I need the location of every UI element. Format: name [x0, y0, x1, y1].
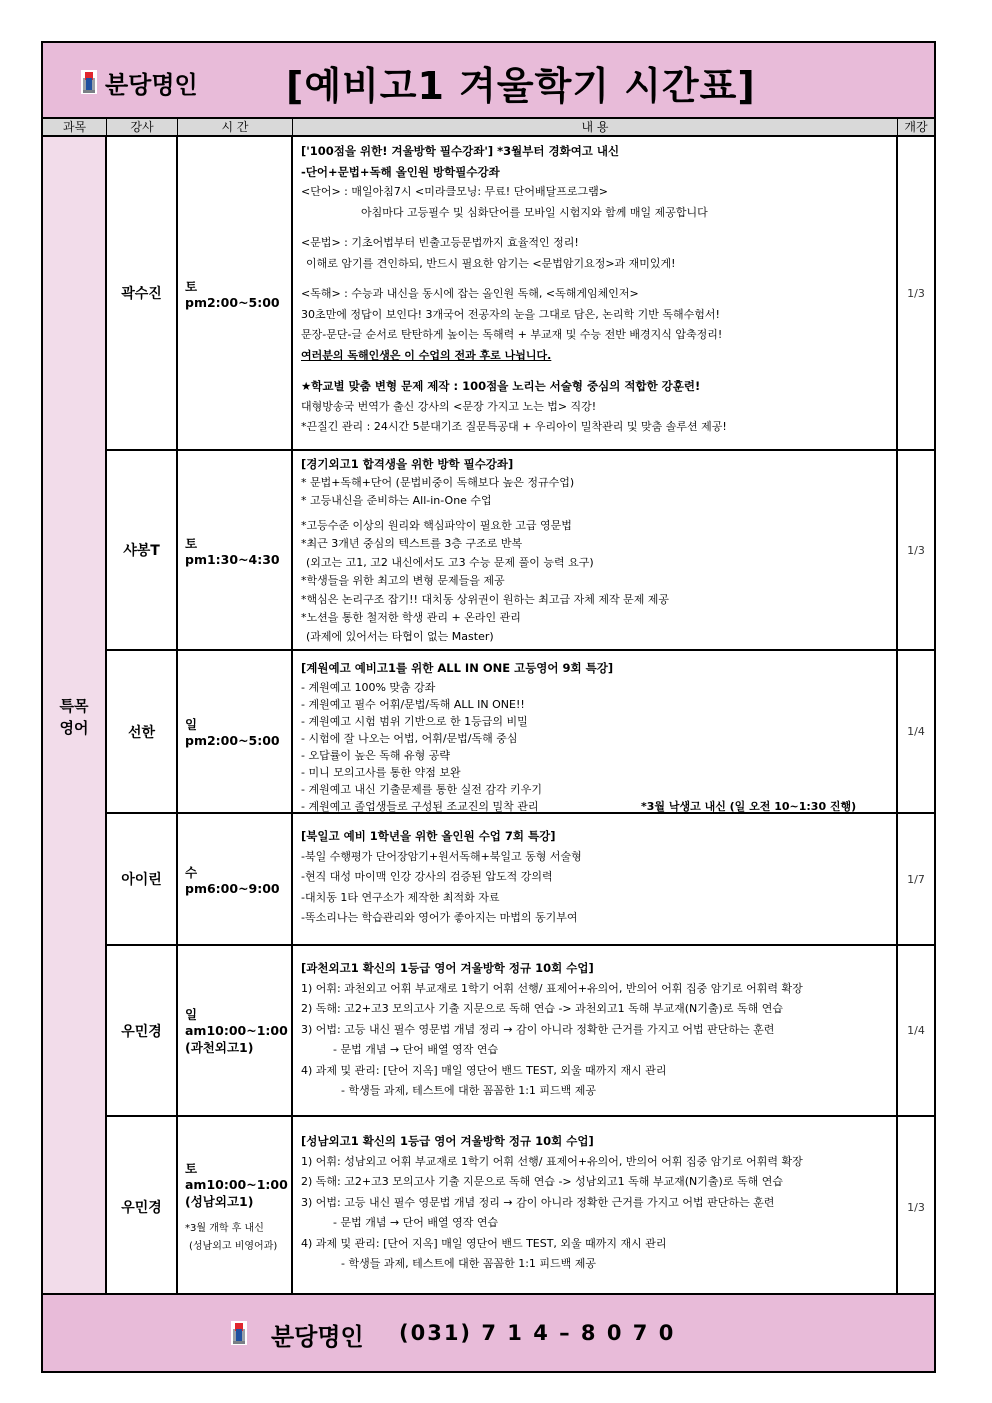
column-header-subject: 과목: [43, 119, 107, 135]
column-header-start: 개강: [904, 120, 928, 134]
start-date-cell: 1/3: [907, 543, 925, 557]
course-heading: ['100점을 위한! 겨울방학 필수강좌'] *3월부터 경화여고 내신: [301, 144, 620, 158]
content-line: - 오답률이 높은 독해 유형 공략: [301, 749, 450, 762]
content-line: <단어> : 매일아침7시 <미라클모닝: 무료! 단어배달프로그램>: [301, 185, 608, 198]
content-line: - 계원예고 내신 기출문제를 통한 실전 감각 키우기: [301, 783, 542, 796]
content-line: (외고는 고1, 고2 내신에서도 고3 수능 문제 풀이 능력 요구): [306, 555, 594, 569]
time-text: 토 pm1:30~4:30: [185, 535, 280, 567]
content-cell: [293, 651, 898, 812]
content-line: 이해로 암기를 견인하되, 반드시 필요한 암기는 <문법암기요정>과 재미있게!: [306, 256, 676, 270]
content-line: - 미니 모의고사를 통한 약점 보완: [301, 766, 461, 779]
table-row: [107, 651, 934, 814]
course-heading: [과천외고1 확신의 1등급 영어 겨울방학 정규 10회 수업]: [301, 961, 594, 975]
column-header-row: [43, 119, 934, 137]
subject-line-1: 특목: [59, 697, 89, 715]
academy-logo-icon: [231, 1321, 247, 1345]
time-cell: [178, 814, 293, 944]
content-line: *학생들을 위한 최고의 변형 문제들을 제공: [301, 574, 505, 587]
course-heading: [계원예고 예비고1를 위한 ALL IN ONE 고등영어 9회 특강]: [301, 661, 614, 675]
time-cell: [178, 946, 293, 1115]
table-row: [107, 946, 934, 1117]
time-cell: [178, 451, 293, 649]
time-note-line-1: *3월 개학 후 내신: [185, 1222, 264, 1234]
start-date-cell: 1/4: [907, 1024, 925, 1037]
content-line: - 계원예고 100% 맞춤 강좌: [301, 681, 436, 694]
content-line-highlight: ★학교별 맞춤 변형 문제 제작 : 100점을 노리는 서술형 중심의 적합한 강훈련!: [301, 379, 701, 393]
time-note: [185, 1220, 291, 1256]
time-school: (과천외고1): [185, 1040, 254, 1055]
course-heading: [성남외고1 확신의 1등급 영어 겨울방학 정규 10회 수업]: [301, 1134, 594, 1148]
content-line: * 고등내신을 준비하는 All-in-One 수업: [301, 494, 492, 507]
content-line: - 시험에 잘 나오는 어법, 어휘/문법/독해 중심: [301, 732, 518, 745]
content-line: -대치동 1타 연구소가 제작한 최적화 자료: [301, 890, 500, 904]
time-cell: [178, 137, 293, 449]
time-text: 토 am10:00~1:00: [185, 1160, 288, 1192]
content-line: 1) 어휘: 과천외고 어휘 부교재로 1학기 어휘 선행/ 표제어+유의어, 반의어 어휘 집중 암기로 어휘력 확장: [301, 981, 803, 995]
column-header-time: 시 간: [178, 119, 293, 135]
content-cell: [293, 451, 898, 649]
content-line: *최근 3개년 중심의 텍스트를 3층 구조로 반복: [301, 537, 523, 550]
content-line: 4) 과제 및 관리: [단어 지옥] 매일 영단어 밴드 TEST, 외울 때까지 재시 관리: [301, 1236, 667, 1250]
content-line: *끈질긴 관리 : 24시간 5분대기조 질문특공대 + 우리아이 밀착관리 및 맞춤 솔루션 제공!: [301, 420, 727, 433]
content-cell: [293, 946, 898, 1115]
table-row: [107, 137, 934, 451]
time-text: 일 pm2:00~5:00: [185, 717, 280, 748]
content-line: (과제에 있어서는 타협이 없는 Master): [306, 629, 494, 643]
content-line: - 문법 개념 → 단어 배열 영작 연습: [333, 1216, 499, 1229]
time-cell: [178, 1117, 293, 1297]
content-line: 대형방송국 번역가 출신 강사의 <문장 가지고 노는 법> 직강!: [301, 399, 597, 413]
course-heading: [경기외고1 합격생을 위한 방학 필수강좌]: [301, 457, 514, 471]
content-line: 아침마다 고등필수 및 심화단어를 모바일 시험지와 함께 매일 제공합니다: [361, 205, 708, 219]
footer-band: [43, 1293, 934, 1371]
teacher-cell: 샤봉T: [107, 451, 178, 649]
start-date-cell: 1/3: [907, 286, 925, 300]
content-line: - 계원예고 시험 범위 기반으로 한 1등급의 비밀: [301, 715, 528, 728]
content-line: -현직 대성 마이맥 인강 강사의 검증된 압도적 강의력: [301, 870, 553, 883]
content-line: -북일 수행평가 단어장암기+원서독해+북일고 동형 서술형: [301, 849, 582, 863]
page-title: [예비고1 겨울학기 시간표]: [286, 64, 756, 108]
content-line: 3) 어법: 고등 내신 필수 영문법 개념 정리 → 감이 아니라 정확한 근거를 가지고 어법 판단하는 훈련: [301, 1022, 775, 1036]
content-cell: [293, 814, 898, 944]
teacher-cell: 아이린: [107, 814, 178, 944]
schedule-note: *3월 낙생고 내신 (일 오전 10~1:30 진행): [641, 800, 857, 813]
content-line: [301, 798, 896, 815]
teacher-cell: 우민경: [107, 1117, 178, 1297]
content-line: - 문법 개념 → 단어 배열 영작 연습: [333, 1043, 499, 1056]
teacher-cell: 곽수진: [107, 137, 178, 449]
content-line: 2) 독해: 고2+고3 모의고사 기출 지문으로 독해 연습 -> 성남외고1 독해 부교재(N기출)로 독해 연습: [301, 1175, 783, 1188]
content-cell: [293, 137, 898, 449]
content-line: *고등수준 이상의 원리와 핵심파악이 필요한 고급 영문법: [301, 518, 572, 532]
brand-name: 분당명인: [105, 71, 198, 99]
title-band: [43, 43, 934, 119]
table-row: [107, 1117, 934, 1297]
content-line: <독해> : 수능과 내신을 동시에 잡는 올인원 독해, <독해게임체인저>: [301, 287, 639, 300]
start-date-cell: 1/7: [907, 872, 925, 886]
content-line-emphasis: 여러분의 독해인생은 이 수업의 전과 후로 나뉩니다.: [301, 348, 552, 362]
academy-logo-icon: [81, 70, 97, 94]
content-line: 3) 어법: 고등 내신 필수 영문법 개념 정리 → 감이 아니라 정확한 근거를 가지고 어법 판단하는 훈련: [301, 1195, 775, 1209]
content-line-text: - 계원예고 졸업생들로 구성된 조교진의 밀착 관리: [301, 800, 539, 813]
content-line: - 학생들 과제, 테스트에 대한 꼼꼼한 1:1 피드백 제공: [341, 1257, 597, 1270]
content-line: 1) 어휘: 성남외고 어휘 부교재로 1학기 어휘 선행/ 표제어+유의어, 반의어 어휘 집중 암기로 어휘력 확장: [301, 1154, 803, 1168]
column-header-content: 내 용: [293, 119, 898, 135]
column-header-teacher: 강사: [107, 119, 178, 135]
subject-cell: [43, 137, 107, 1297]
footer-brand-name: 분당명인: [271, 1323, 364, 1351]
content-cell: [293, 1117, 898, 1297]
content-line: 30초만에 정답이 보인다! 3개국어 전공자의 눈을 그대로 담은, 논리학 기반 독해수험서!: [301, 307, 720, 321]
content-line: -단어+문법+독해 올인원 방학필수강좌: [301, 164, 500, 179]
time-cell: [178, 651, 293, 812]
course-heading: [북일고 예비 1학년을 위한 올인원 수업 7회 특강]: [301, 829, 556, 843]
time-text: 토 pm2:00~5:00: [185, 278, 280, 310]
subject-line-2: 영어: [59, 719, 89, 737]
time-school: (성남외고1): [185, 1193, 254, 1209]
content-line: *노션을 통한 철저한 학생 관리 + 온라인 관리: [301, 611, 521, 624]
time-text: 수 pm6:00~9:00: [185, 864, 280, 896]
content-line: - 학생들 과제, 테스트에 대한 꼼꼼한 1:1 피드백 제공: [341, 1084, 597, 1097]
content-line: 4) 과제 및 관리: [단어 지옥] 매일 영단어 밴드 TEST, 외울 때까지 재시 관리: [301, 1063, 667, 1077]
content-line: -똑소리나는 학습관리와 영어가 좋아지는 마법의 동기부여: [301, 911, 578, 924]
time-note-line-2: (성남외고 비영어과): [189, 1240, 278, 1252]
teacher-cell: 우민경: [107, 946, 178, 1115]
content-line: - 계원예고 필수 어휘/문법/독해 ALL IN ONE!!: [301, 698, 525, 711]
table-row: [107, 451, 934, 651]
content-line: *핵심은 논리구조 잡기!! 대치동 상위권이 원하는 최고급 자체 제작 문제 제공: [301, 592, 670, 606]
phone-number: (031) 7 1 4 – 8 0 7 0: [399, 1321, 676, 1345]
table-row: [107, 814, 934, 946]
content-line: 2) 독해: 고2+고3 모의고사 기출 지문으로 독해 연습 -> 과천외고1 독해 부교재(N기출)로 독해 연습: [301, 1002, 783, 1015]
timetable-sheet: [41, 41, 936, 1373]
content-line: * 문법+독해+단어 (문법비중이 독해보다 높은 정규수업): [301, 475, 575, 489]
teacher-cell: 선한: [107, 651, 178, 812]
content-line: 문장-문단-글 순서로 탄탄하게 높이는 독해력 + 부교재 및 수능 전반 배경지식 압축정리!: [301, 328, 723, 341]
content-line: <문법> : 기초어법부터 빈출고등문법까지 효율적인 정리!: [301, 236, 579, 249]
start-date-cell: 1/3: [907, 1200, 925, 1214]
time-text: 일 am10:00~1:00: [185, 1007, 288, 1038]
start-date-cell: 1/4: [907, 725, 925, 738]
